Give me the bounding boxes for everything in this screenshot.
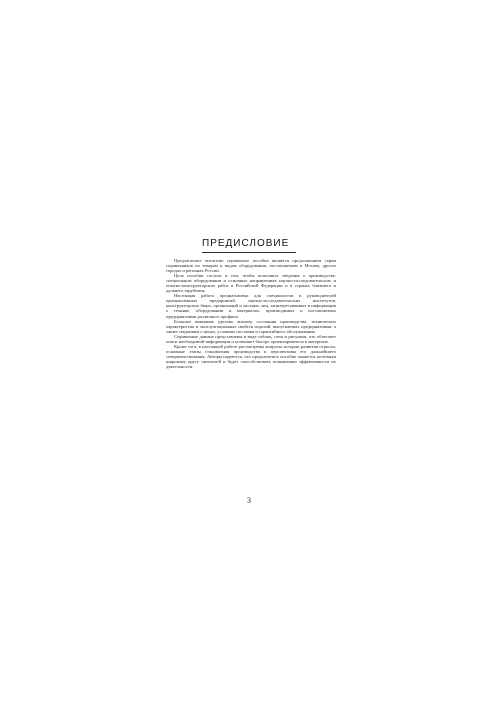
paragraph: Цель пособия состоит в том, чтобы пополнить сведения о производстве, специальном оборудовании и основных направлениях научно-исследовательских и опытно-конструкторских работ в Российской Федерации и в странах ближнего и дальнего зарубежья. [166, 273, 336, 294]
body-text [166, 258, 336, 369]
paragraph: Справочные данные представлены в виде таблиц, схем и рисунков, что облегчает поиск необходимой информации и позволяет быстро ориентироваться в материале. [166, 333, 336, 344]
paragraph: Настоящая работа предназначена для специалистов и руководителей промышленных предприятий, научно-исследовательских институтов, конструкторских бюро, организаций и частных лиц, заинтересованных в информации о технике, оборудовании и материалах, производимых и поставляемых предприятиями различного профиля. [166, 293, 336, 319]
page-number: 3 [247, 496, 251, 505]
heading-block [202, 238, 302, 253]
page-title: ПРЕДИСЛОВИЕ [202, 238, 290, 249]
paragraph: Большое внимание уделено анализу состояния производства, технических характеристик и эксплуатационных свойств изделий, выпускаемых предприятиями, а также сведениям о ценах, условиях поставки и гарантийного обслуживания. [166, 318, 336, 334]
heading-underline [202, 252, 296, 253]
paragraph: Кроме того, в настоящей работе рассмотрены вопросы истории развития отрасли, основные этапы становления производства и перспективы его дальнейшего совершенствования. Авторы надеются, что предлагаемое пособие окажется полезным широкому кругу читателей и будет способствовать повышению эффективности их деятельности. [166, 343, 336, 369]
paragraph: Предлагаемое читателю справочное пособие является продолжением серии справочников по товарам и видам оборудования, поставляемым в Москву, других городах и регионах России. [166, 258, 336, 274]
